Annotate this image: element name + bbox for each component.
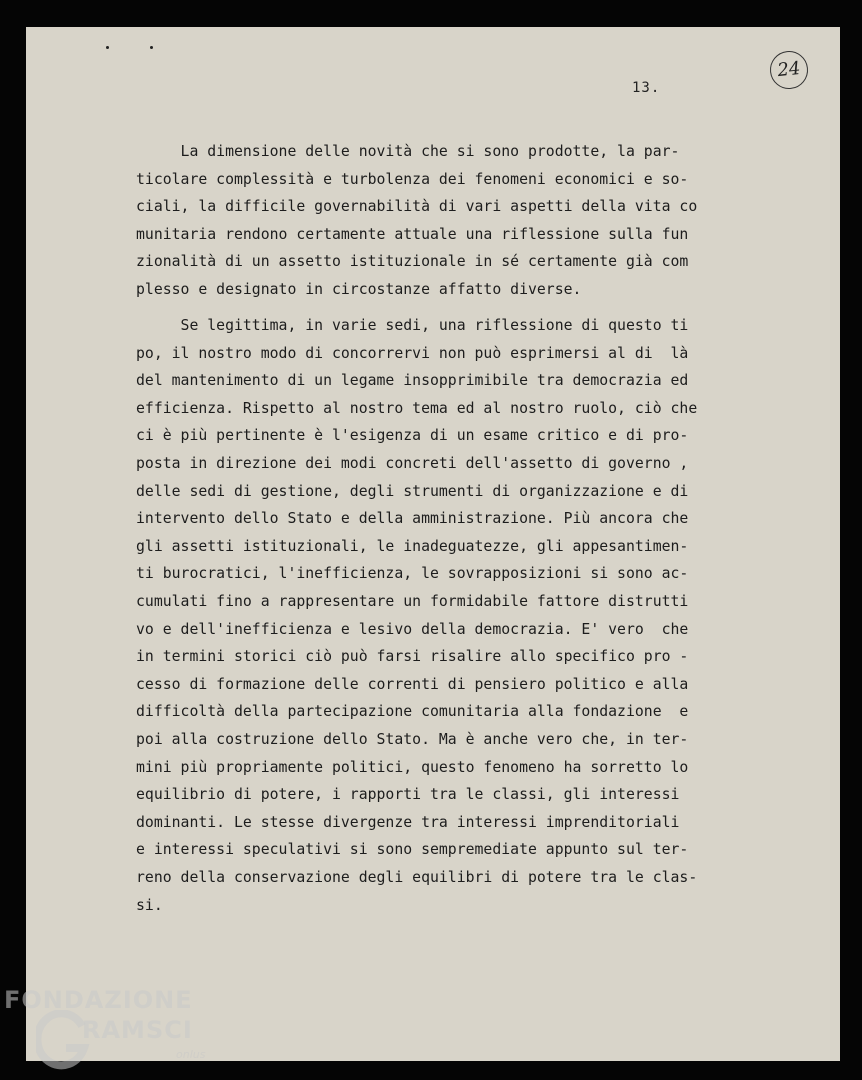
text-line: ticolare complessità e turbolenza dei fenomeni economici e so- — [136, 170, 689, 188]
text-line: munitaria rendono certamente attuale una riflessione sulla fun — [136, 225, 689, 243]
watermark-line2: RAMSCI — [82, 1016, 193, 1044]
text-line: ti burocratici, l'inefficienza, le sovrapposizioni si sono ac- — [136, 565, 689, 583]
text-line: difficoltà della partecipazione comunitaria alla fondazione e — [136, 703, 689, 721]
text-line: gli assetti istituzionali, le inadeguatezze, gli appesantimen- — [136, 537, 689, 555]
watermark-line1: FONDAZIONE — [4, 986, 193, 1014]
text-line: ciali, la difficile governabilità di vari aspetti della vita co — [136, 198, 698, 216]
text-line: del mantenimento di un legame insopprimibile tra democrazia ed — [136, 372, 689, 390]
text-line: Se legittima, in varie sedi, una riflessione di questo ti — [136, 317, 689, 334]
text-line: dominanti. Le stesse divergenze tra interessi imprenditoriali — [136, 813, 680, 831]
text-line: intervento dello Stato e della amministrazione. Più ancora che — [136, 510, 689, 528]
text-line: cumulati fino a rappresentare un formidabile fattore distrutti — [136, 593, 689, 610]
text-line: si. — [136, 896, 163, 914]
fondazione-gramsci-watermark — [4, 986, 224, 1080]
text-line: efficienza. Rispetto al nostro tema ed al nostro ruolo, ciò che — [136, 399, 698, 417]
document-page — [26, 27, 840, 1061]
text-line: vo e dell'inefficienza e lesivo della democrazia. E' vero che — [136, 620, 689, 638]
text-line: posta in direzione dei modi concreti dell'assetto di governo , — [136, 455, 689, 472]
text-line: ci è più pertinente è l'esigenza di un esame critico e di pro- — [136, 427, 689, 445]
text-line: plesso e designato in circostanze affatto diverse. — [136, 281, 582, 298]
text-line: e interessi speculativi si sono sempremediate appunto sul ter- — [136, 841, 689, 859]
text-line: poi alla costruzione dello Stato. Ma è anche vero che, in ter- — [136, 731, 689, 748]
text-line: in termini storici ciò può farsi risalire allo specifico pro - — [136, 648, 689, 666]
text-line: equilibrio di potere, i rapporti tra le classi, gli interessi — [136, 786, 680, 804]
text-line: mini più propriamente politici, questo fenomeno ha sorretto lo — [136, 758, 689, 776]
text-line: zionalità di un assetto istituzionale in sé certamente già com — [136, 253, 689, 271]
archive-stamp-number: 24 — [768, 49, 810, 91]
text-line: La dimensione delle novità che si sono prodotte, la par- — [136, 143, 680, 160]
page-number: 13. — [632, 80, 661, 96]
text-line: cesso di formazione delle correnti di pensiero politico e alla — [136, 675, 689, 693]
body-text — [26, 27, 840, 1027]
text-line: reno della conservazione degli equilibri di potere tra le clas- — [136, 869, 698, 886]
text-line: delle sedi di gestione, degli strumenti di organizzazione e di — [136, 482, 689, 500]
watermark-suffix: onlus — [176, 1048, 206, 1061]
text-line: po, il nostro modo di concorrervi non può esprimersi al di là — [136, 344, 689, 362]
